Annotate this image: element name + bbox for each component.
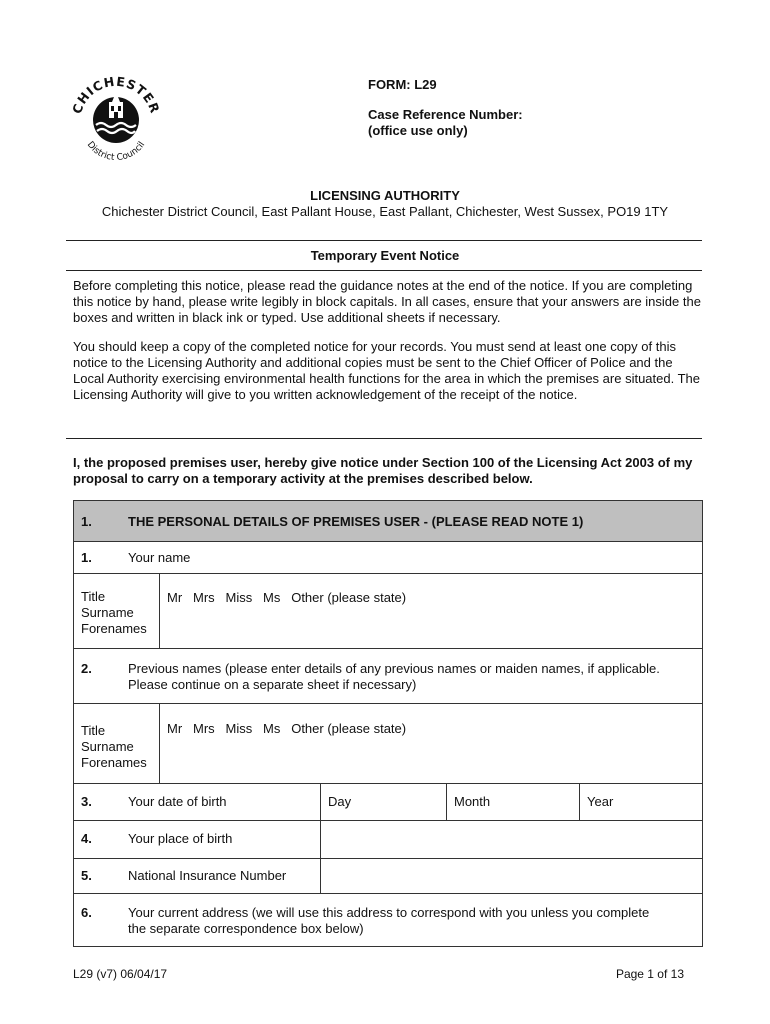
section-header [73,500,703,541]
question-label: Your place of birth [128,831,233,846]
question-number: 5. [81,868,92,883]
question-number: 3. [81,794,92,809]
case-reference-label: Case Reference Number: [368,107,523,122]
section-number: 1. [81,514,92,529]
dob-day-field[interactable] [321,784,446,820]
declaration-text: I, the proposed premises user, hereby give notice under Section 100 of the Licensing Act 2003 of my proposal to carry on a temporary activity at the premises described below. [73,455,693,486]
question-number: 1. [81,550,92,565]
case-reference-note: (office use only) [368,123,468,138]
question-row [73,858,703,893]
dob-month-field[interactable] [447,784,579,820]
forenames-label: Forenames [81,755,147,770]
question-row [73,648,703,703]
place-of-birth-field[interactable] [321,821,702,858]
form-code: FORM: L29 [368,77,437,92]
question-label: Previous names (please enter details of any previous names or maiden names, if applicable. Please continue on a separate sheet if necessary) [128,661,660,692]
previous-name-entry-field[interactable] [160,704,702,783]
dob-day-label: Day [328,794,352,809]
title-label: Title [81,589,106,604]
authority-address: Chichester District Council, East Pallant House, East Pallant, Chichester, West Sussex, PO19 1TY [101,204,669,219]
question-number: 2. [81,661,92,676]
dob-year-label: Year [587,794,614,809]
divider [66,240,702,241]
council-logo [66,70,166,165]
forenames-label: Forenames [81,621,147,636]
notice-title: Temporary Event Notice [310,248,460,263]
question-row [73,541,703,573]
name-entry-field[interactable] [160,574,702,648]
footer-version: L29 (v7) 06/04/17 [73,967,168,981]
question-number: 6. [81,905,92,920]
dob-month-label: Month [454,794,491,809]
national-insurance-field[interactable] [321,859,702,893]
svg-text:District Council [85,140,148,163]
title-options: Mr Mrs Miss Ms Other (please state) [167,721,407,736]
name-block [73,573,703,648]
question-row [73,783,703,820]
logo-top-text: CHICHESTER [69,73,163,116]
title-label: Title [81,723,106,738]
name-block [73,703,703,783]
surname-label: Surname [81,739,134,754]
logo-bottom-text: District Council [84,139,148,164]
question-label: National Insurance Number [128,868,287,883]
question-label: Your current address (we will use this address to correspond with you unless you complete the separate correspondence box below) [128,905,650,936]
divider [66,438,702,439]
question-row [73,893,703,947]
question-label: Your name [128,550,191,565]
dob-year-field[interactable] [580,784,702,820]
intro-paragraph: Before completing this notice, please read the guidance notes at the end of the notice. If you are completing this notice by hand, please write legibly in block capitals. In all cases, ensure that your answers are inside the boxes and written in black ink or typed. Use additional sheets if necessary. [73,278,701,325]
council-crest-icon [66,70,166,165]
section-title: THE PERSONAL DETAILS OF PREMISES USER - (PLEASE READ NOTE 1) [128,514,584,529]
question-label: Your date of birth [128,794,227,809]
question-row [73,820,703,858]
question-number: 4. [81,831,92,846]
authority-title: LICENSING AUTHORITY [310,188,460,203]
personal-details-table [73,500,703,947]
surname-label: Surname [81,605,134,620]
intro-paragraph: You should keep a copy of the completed notice for your records. You must send at least one copy of this notice to the Licensing Authority and additional copies must be sent to the Chief Officer of Police and the Local Authority exercising environmental health functions for the area in which the premises are situated. The Licensing Authority will give to you written acknowledgement of the receipt of the notice. [73,339,700,402]
divider [66,270,702,271]
title-options: Mr Mrs Miss Ms Other (please state) [167,590,407,605]
footer-page-number: Page 1 of 13 [615,967,684,981]
